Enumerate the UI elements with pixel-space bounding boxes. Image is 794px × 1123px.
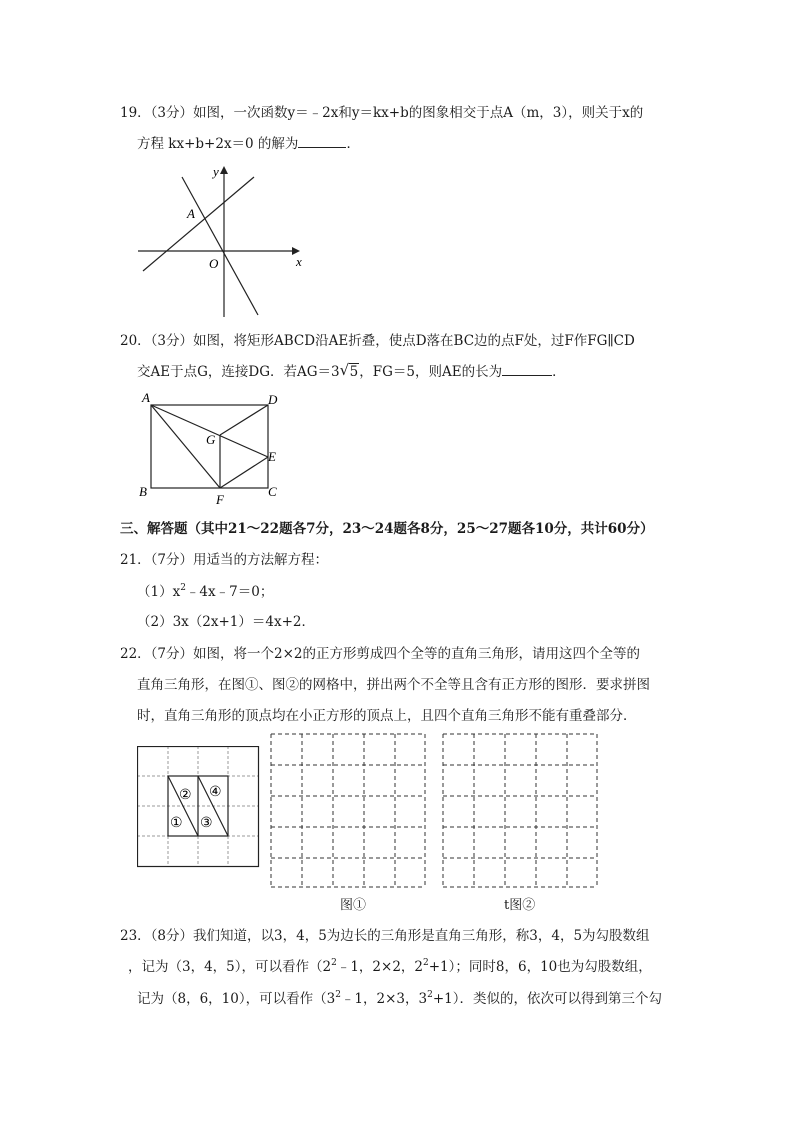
answer-blank-19[interactable] [298,134,346,148]
answer-grid-1[interactable] [270,733,427,889]
q23-line2 [128,957,652,977]
y-axis-label: y [213,164,219,179]
q23-line2-a: ，记为（3，4，5），可以看作（2 [128,959,332,975]
y-axis-arrow [220,166,228,174]
q22-line3: 时，直角三角形的顶点均在小正方形的顶点上，且四个直角三角形不能有重叠部分． [137,708,637,724]
q19-line2-end: ． [346,136,360,152]
q21-title: 21．（7分）用适当的方法解方程： [120,552,329,568]
q20-line1: 20．（3分）如图，将矩形ABCD沿AE折叠，使点D落在BC边的点F处，过F作FG∥CD [120,333,635,349]
q21-exponent: 2 [180,583,186,593]
q23-exp-a: 2 [331,958,337,968]
q20-line2 [137,362,566,382]
piece-label-3: ③ [200,816,213,831]
q20-line2-text: 交AE于点G，连接DG．若AG＝3 [137,364,340,380]
label-g: G [206,432,216,447]
x-axis-label: x [296,254,302,269]
q23-exp-b: 2 [423,958,429,968]
piece-label-4: ④ [209,785,222,800]
line-y-neg2x [182,177,258,315]
label-d: D [268,392,278,407]
label-b: B [139,484,147,499]
q23-line3-c: +1）．类似的，依次可以得到第三个勾 [432,991,662,1007]
q23-line1: 23．（8分）我们知道，以3，4，5为边长的三角形是直角三角形，称3，4，5为勾股数组 [120,928,650,944]
q19-graph-figure [130,160,310,320]
q23-line3-a: 记为（8，6，10），可以看作（3 [137,991,336,1007]
caption-figure-2: t图② [504,898,536,913]
q19-line2 [137,134,360,154]
line-kx-plus-b [143,177,254,271]
answer-blank-20[interactable] [502,362,552,376]
label-f: F [216,492,224,507]
q23-line3-b: ﹣1，2×3，3 [340,991,428,1007]
q22-line1: 22．（7分）如图，将一个2×2的正方形剪成四个全等的直角三角形，请用这四个全等的 [120,646,641,662]
origin-label: O [209,256,219,271]
q20-line2-end: ． [552,364,566,380]
segment-fe [220,457,268,488]
sqrt-value: 5 [349,364,359,380]
section-heading: 三、解答题（其中21～22题各7分，23～24题各8分，25～27题各10分，共计60分） [120,521,654,537]
q21-part1 [137,582,273,602]
point-a-label: A [187,206,195,221]
q22-line2: 直角三角形，在图①、图②的网格中，拼出两个不全等且含有正方形的图形．要求拼图 [137,677,650,693]
label-e: E [268,449,276,464]
q21-part1-rest: ﹣4x﹣7＝0； [185,584,274,600]
segment-ae [151,405,268,457]
piece-label-2: ② [179,788,192,803]
q23-exp-d: 2 [427,990,433,1000]
segment-dg [220,405,268,435]
sqrt-expression: √ 5 [339,361,359,380]
label-c: C [268,484,277,499]
q23-line3 [137,989,662,1009]
q21-part1-text: （1）x [137,584,181,600]
label-a: A [142,390,150,405]
q20-rectangle-figure [134,390,284,508]
piece-label-1: ① [170,816,183,831]
q23-exp-c: 2 [335,990,341,1000]
q23-line2-b: ﹣1，2×2，2 [336,959,424,975]
q21-part2: （2）3x（2x+1）＝4x+2． [137,614,315,630]
q20-line2-middle: ，FG＝5，则AE的长为 [359,364,503,380]
q23-line2-c: +1）；同时8，6，10也为勾股数组， [428,959,652,975]
caption-figure-1: 图① [340,898,367,913]
example-triangle-grid [137,746,261,868]
answer-grid-2[interactable] [442,733,599,889]
q19-line1: 19．（3分）如图，一次函数y＝﹣2x和y＝kx+b的图象相交于点A（m，3），则关于x的 [120,105,644,121]
q19-line2-text: 方程 kx+b+2x＝0 的解为 [137,136,299,152]
